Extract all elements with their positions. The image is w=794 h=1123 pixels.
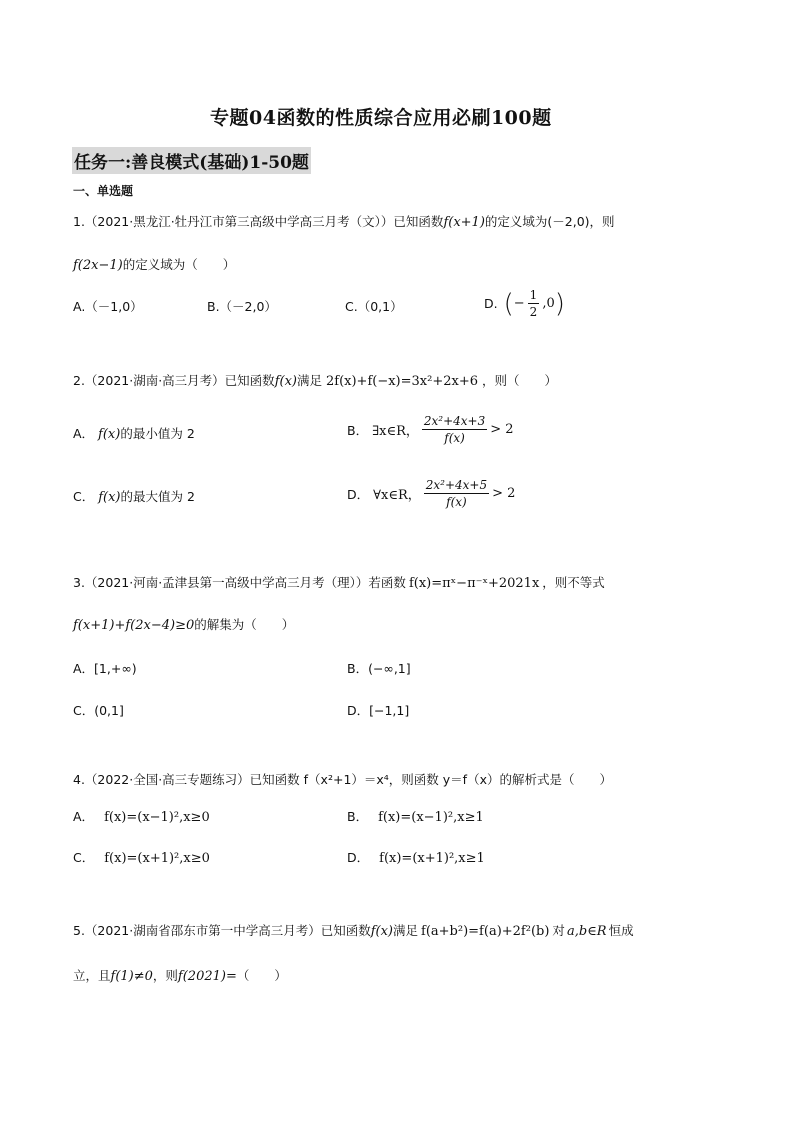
- document-title: 专题04函数的性质综合应用必刷100题: [210, 107, 552, 129]
- question-1-stem: 1.（2021·黑龙江·牡丹江市第三高级中学高三月考（文））已知函数f(x+1)的定义域为(－2,0)，则: [73, 214, 615, 230]
- question-4-option-c: C． f(x)=(x+1)²,x≥0: [73, 850, 210, 866]
- task-heading: 任务一:善良模式(基础)1-50题: [72, 147, 311, 174]
- question-1-stem-cont: f(2x−1)的定义域为（ ）: [73, 257, 236, 273]
- question-2-option-c: C． f(x)的最大值为 2: [73, 489, 195, 505]
- question-4-stem: 4.（2022·全国·高三专题练习）已知函数 f（x²+1）＝x⁴，则函数 y＝f（x）的解析式是（ ）: [73, 772, 612, 787]
- question-1-option-b: B.（－2,0）: [207, 299, 277, 314]
- question-1-option-c: C.（0,1）: [345, 299, 403, 314]
- question-3-option-a: A．[1,+∞): [73, 661, 137, 676]
- question-2-option-d: D． ∀x∈R， $\frac{\text{2x²+4x+5}}{f(x)}$ > 2: [347, 478, 516, 509]
- question-4-option-d: D． f(x)=(x+1)²,x≥1: [347, 850, 485, 866]
- question-2-option-b: B． ∃x∈R， $\frac{\text{2x²+4x+3}}{f(x)}$ > 2: [347, 414, 514, 445]
- question-1-option-a: A.（－1,0）: [73, 299, 143, 314]
- question-2-stem: 2.（2021·湖南·高三月考）已知函数f(x)满足 2f(x)+f(−x)=3x²+2x+6 ，则（ ）: [73, 373, 558, 389]
- section-heading: 一、单选题: [73, 184, 134, 198]
- question-2-option-a: A． f(x)的最小值为 2: [73, 426, 195, 442]
- question-3-option-d: D．[−1,1]: [347, 703, 410, 718]
- question-1-option-d: D. ( − $\frac{1}{2}$ ,0 ): [484, 288, 565, 319]
- question-3-option-c: C．(0,1]: [73, 703, 124, 718]
- question-3-option-b: B．(−∞,1]: [347, 661, 411, 676]
- question-3-stem: 3.（2021·河南·孟津县第一高级中学高三月考（理））若函数 f(x)=πˣ−π⁻ˣ+2021x ，则不等式: [73, 575, 605, 591]
- question-4-option-a: A． f(x)=(x−1)²,x≥0: [73, 809, 210, 825]
- question-3-stem-cont: f(x+1)+f(2x−4)≥0的解集为（ ）: [73, 617, 295, 633]
- question-5-stem-cont: 立，且f(1)≠0，则f(2021)=（ ）: [73, 968, 287, 984]
- question-5-stem: 5.（2021·湖南省邵东市第一中学高三月考）已知函数f(x)满足 f(a+b²)=f(a)+2f²(b) 对 a,b∈R 恒成: [73, 923, 634, 939]
- question-4-option-b: B． f(x)=(x−1)²,x≥1: [347, 809, 484, 825]
